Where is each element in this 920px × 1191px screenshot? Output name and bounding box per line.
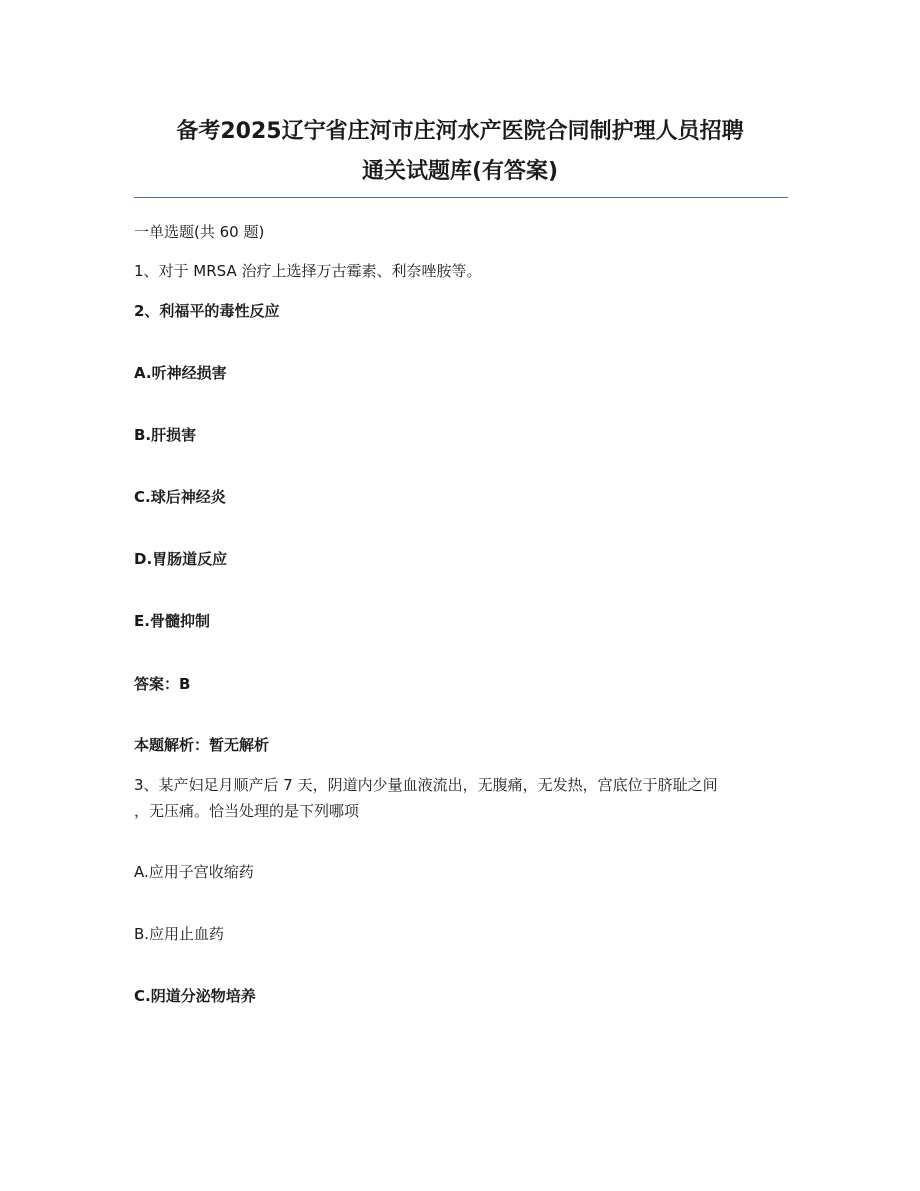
- question-2-analysis: 本题解析：暂无解析: [134, 736, 270, 754]
- question-2-option-c: C.球后神经炎: [134, 488, 226, 506]
- question-2-option-d: D.胃肠道反应: [134, 550, 228, 568]
- question-2-answer: 答案：B: [134, 675, 191, 693]
- question-3-option-b: B.应用止血药: [134, 925, 225, 943]
- question-3-option-c: C.阴道分泌物培养: [134, 987, 256, 1005]
- question-3-text-line-1: 3、某产妇足月顺产后 7 天，阴道内少量血液流出，无腹痛，无发热，宫底位于脐耻之间: [134, 776, 718, 794]
- question-2-text: 2、利福平的毒性反应: [134, 302, 280, 320]
- question-3-option-a: A.应用子宫收缩药: [134, 863, 254, 881]
- title-line-2: 通关试题库(有答案): [361, 159, 559, 184]
- section-heading: 一单选题(共 60 题): [134, 223, 265, 241]
- document-title: [120, 112, 800, 192]
- question-3-text-line-2: ，无压痛。恰当处理的是下列哪项: [134, 802, 360, 820]
- question-2-option-a: A.听神经损害: [134, 364, 227, 382]
- question-2-option-b: B.肝损害: [134, 426, 197, 444]
- title-line-1: 备考2025辽宁省庄河市庄河水产医院合同制护理人员招聘: [176, 119, 744, 144]
- title-divider: [134, 197, 788, 198]
- question-1-text: 1、对于 MRSA 治疗上选择万古霉素、利奈唑胺等。: [134, 262, 482, 280]
- question-2-option-e: E.骨髓抑制: [134, 612, 210, 630]
